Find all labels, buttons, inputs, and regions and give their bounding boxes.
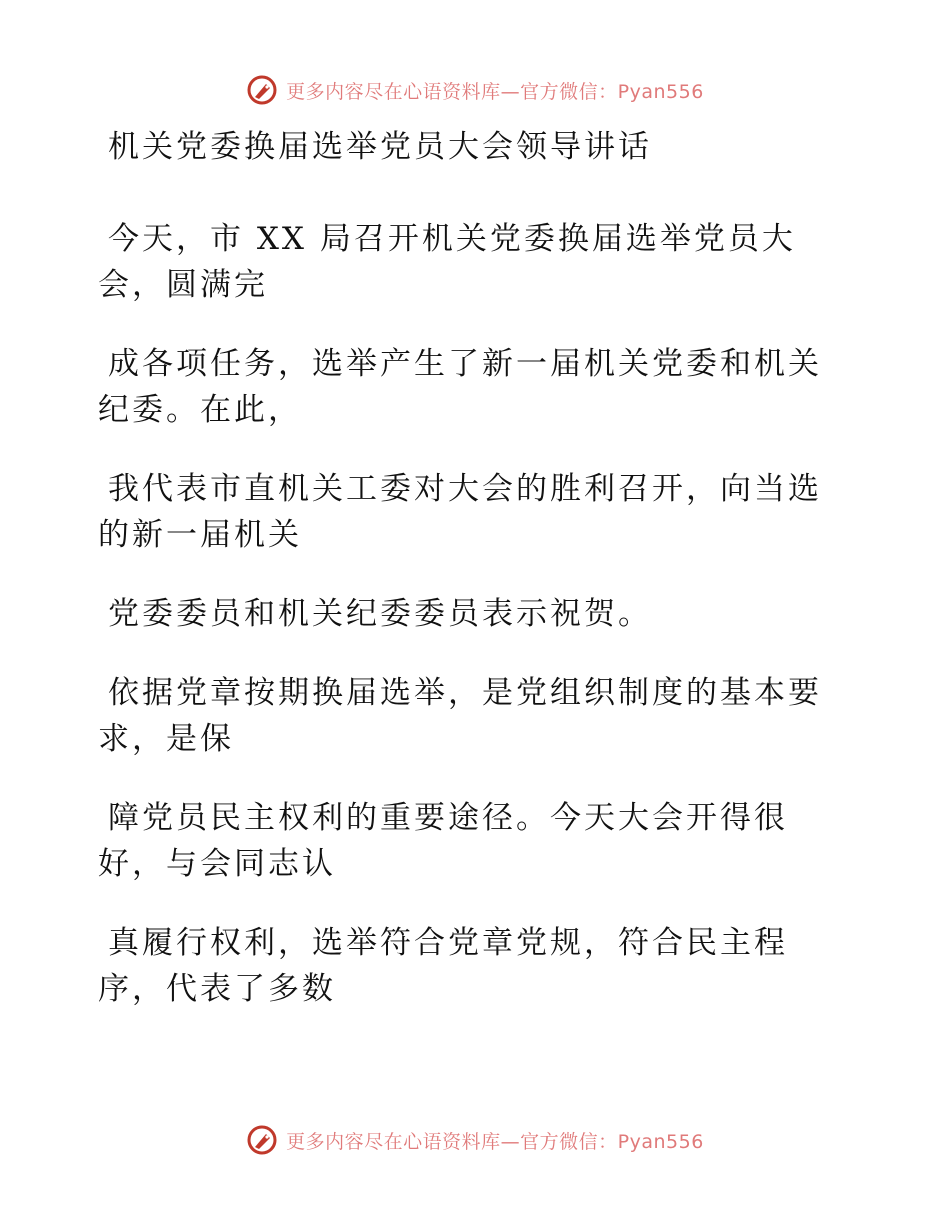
paragraph-line: 序，代表了多数 — [98, 971, 336, 1007]
paragraph-line: 成各项任务，选举产生了新一届机关党委和机关 — [108, 346, 822, 382]
paragraph-line: 障党员民主权利的重要途径。今天大会开得很 — [108, 800, 788, 836]
header-watermark-text: 更多内容尽在心语资料库—官方微信：Pyan556 — [286, 80, 704, 103]
paragraph-line: 的新一届机关 — [98, 517, 302, 553]
paragraph — [98, 466, 838, 558]
paragraph-line: 我代表市直机关工委对大会的胜利召开，向当选 — [108, 471, 822, 507]
paragraph-gap — [98, 762, 838, 795]
header-watermark-banner — [0, 70, 950, 110]
paragraph — [98, 591, 838, 637]
paragraph-gap — [98, 637, 838, 670]
footer-watermark-text: 更多内容尽在心语资料库—官方微信：Pyan556 — [286, 1130, 704, 1153]
paragraph-line: 今天，市 XX 局召开机关党委换届选举党员大 — [108, 221, 796, 257]
paragraph-line: 党委委员和机关纪委委员表示祝贺。 — [108, 596, 652, 632]
paragraph — [98, 920, 838, 1012]
paragraph-line: 会，圆满完 — [98, 267, 268, 303]
paragraph-line: 真履行权利，选举符合党章党规，符合民主程 — [108, 925, 788, 961]
pen-nib-seal-icon — [246, 74, 278, 106]
paragraph-line: 好，与会同志认 — [98, 846, 336, 882]
document-title: 机关党委换届选举党员大会领导讲话 — [108, 129, 652, 165]
paragraph — [98, 216, 838, 308]
paragraph-line: 纪委。在此， — [98, 392, 302, 428]
paragraph-line: 求，是保 — [98, 721, 234, 757]
paragraph-gap — [98, 308, 838, 341]
paragraph — [98, 670, 838, 762]
paragraph-gap — [98, 558, 838, 591]
paragraph-gap — [98, 433, 838, 466]
paragraph-gap — [98, 887, 838, 920]
paragraph-gap — [98, 170, 838, 216]
paragraph — [98, 795, 838, 887]
document-body — [98, 124, 838, 1012]
pen-nib-seal-icon — [246, 1124, 278, 1156]
paragraph-line: 依据党章按期换届选举，是党组织制度的基本要 — [108, 675, 822, 711]
paragraph — [98, 341, 838, 433]
footer-watermark-banner — [0, 1120, 950, 1160]
